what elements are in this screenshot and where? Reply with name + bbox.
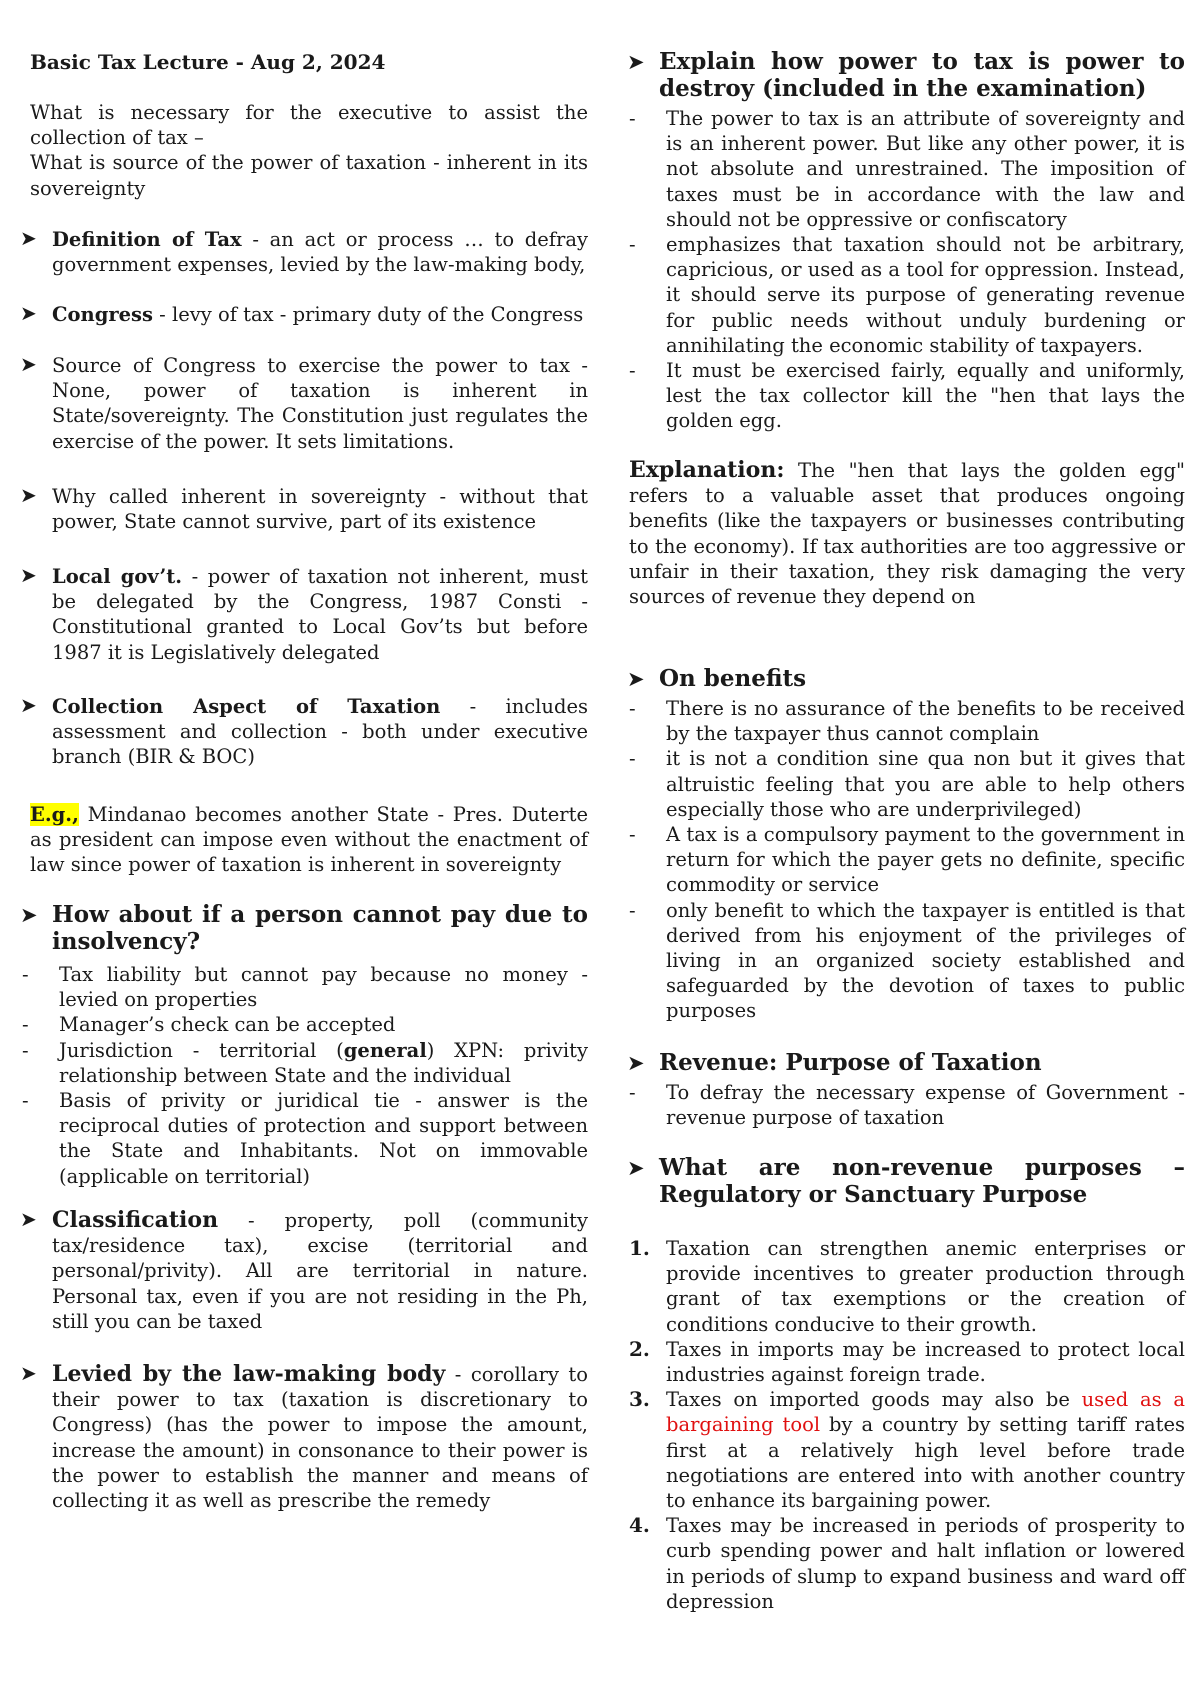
nonrevenue-title: What are non-revenue purposes – Regulatory or Sanctuary Purpose — [659, 1154, 1185, 1208]
explanation-text: The "hen that lays the golden egg" refers to a valuable asset that produces ongoing benefits (like the taxpayers or businesses contributing to the economy). If tax authorities are too aggressive or unfair in their taxation, they risk damaging the very sources of revenue they depend on — [629, 459, 1185, 609]
congress-text: - levy of tax - primary duty of the Congress — [152, 303, 584, 326]
bargaining-tool-highlight: used as a bargaining tool — [666, 1388, 1185, 1437]
intro-line-2: What is source of the power of taxation - inherent in its sovereignty — [30, 151, 588, 200]
source-item — [22, 353, 588, 454]
list-item: 3. Taxes on imported goods may also be used as a bargaining tool by a country by setting tariff rates first at a relatively high level before trade negotiations are entered into with another country to enhance its bargaining power. — [629, 1387, 1185, 1513]
congress-title: Congress — [52, 303, 153, 326]
local-govt-title: Local gov’t. — [52, 565, 183, 588]
destroy-heading — [629, 49, 1185, 102]
definition-item — [22, 227, 588, 277]
list-item: 4. Taxes may be increased in periods of prosperity to curb spending power and halt inflation or lowered in periods of slump to expand business and ward off depression — [629, 1513, 1185, 1613]
intro-line-1: What is necessary for the executive to assist the collection of tax – — [30, 101, 588, 150]
why-text: Why called inherent in sovereignty - without that power, State cannot survive, part of its existence — [52, 485, 588, 534]
arrow-bullet-icon: ➤ — [20, 903, 38, 927]
list-item: - It must be exercised fairly, equally and uniformly, lest the tax collector kill the "hen that lays the golden egg. — [629, 359, 1185, 433]
list-item: - Manager’s check can be accepted — [22, 1013, 396, 1037]
nonrevenue-heading — [629, 1155, 1185, 1208]
revenue-list — [629, 1080, 1185, 1130]
list-item: 2. Taxes in imports may be increased to protect local industries against foreign trade. — [629, 1336, 1185, 1387]
list-item: - it is not a condition sine qua non but it gives that altruistic feeling that you are able to help others especially those who are underprivileged) — [629, 747, 1185, 821]
arrow-bullet-icon: ➤ — [20, 301, 37, 325]
local-govt-text: - power of taxation not inherent, must be delegated by the Congress, 1987 Consti - Constitutional granted to Local Gov’ts but before 1987 it is Legislatively delegated — [52, 565, 588, 664]
list-item: - To defray the necessary expense of Government - revenue purpose of taxation — [629, 1081, 1185, 1130]
revenue-heading — [629, 1050, 1185, 1077]
arrow-bullet-icon: ➤ — [20, 693, 37, 717]
levied-title: Levied by the law-making body — [52, 1361, 446, 1387]
levied-text: - corollary to their power to tax (taxation is discretionary to Congress) (has the power to impose the amount, increase the amount) in consonance to their power is the power to establish the manner and means of collecting it as well as prescribe the remedy — [52, 1363, 589, 1513]
revenue-title: Revenue: Purpose of Taxation — [659, 1049, 1042, 1076]
list-item: - Basis of privity or juridical tie - answer is the reciprocal duties of protection and support between the State and Inhabitants. Not on immovable (applicable on territorial) — [22, 1089, 588, 1188]
list-item: - The power to tax is an attribute of sovereignty and is an inherent power. But like any other power, it is not absolute and unrestrained. The imposition of taxes must be in accordance with the law and should not be oppressive or confiscatory — [629, 107, 1185, 231]
lecture-title: Basic Tax Lecture - Aug 2, 2024 — [30, 50, 386, 74]
explanation-label: Explanation: — [629, 457, 785, 483]
arrow-bullet-icon: ➤ — [20, 226, 37, 250]
arrow-bullet-icon: ➤ — [20, 483, 37, 507]
arrow-bullet-icon: ➤ — [20, 1207, 37, 1231]
list-item: - Tax liability but cannot pay because no money - levied on properties — [22, 963, 588, 1012]
list-item: - only benefit to which the taxpayer is entitled is that derived from his enjoyment of the privileges of living in an organized society established and safeguarded by the devotion of taxes to public purposes — [629, 898, 1185, 1023]
benefits-heading — [629, 666, 1185, 693]
arrow-bullet-icon: ➤ — [627, 1156, 645, 1180]
arrow-bullet-icon: ➤ — [20, 352, 37, 376]
insolvency-list — [22, 962, 588, 1189]
definition-text: - an act or process … to defray government expenses, levied by the law-making body, — [52, 228, 588, 277]
collection-title: Collection Aspect of Taxation — [52, 695, 441, 718]
nonrevenue-list — [629, 1236, 1185, 1614]
benefits-list — [629, 696, 1185, 1024]
arrow-bullet-icon: ➤ — [20, 1361, 37, 1385]
levied-item — [22, 1362, 588, 1513]
source-text: Source of Congress to exercise the power to tax - None, power of taxation is inherent in State/sovereignty. The Constitution just regulates the exercise of the power. It sets limitations. — [52, 354, 588, 453]
example-label: E.g., — [30, 803, 79, 826]
explanation-paragraph — [629, 458, 1185, 609]
intro — [30, 100, 588, 201]
list-item: - There is no assurance of the benefits to be received by the taxpayer thus cannot complain — [629, 697, 1185, 746]
collection-item — [22, 694, 588, 770]
arrow-bullet-icon: ➤ — [627, 667, 645, 691]
arrow-bullet-icon: ➤ — [627, 50, 645, 74]
classification-title: Classification — [52, 1207, 219, 1233]
definition-title: Definition of Tax — [52, 228, 242, 251]
why-item — [22, 484, 588, 534]
collection-text: - includes assessment and collection - both under executive branch (BIR & BOC) — [52, 695, 588, 769]
example-text: Mindanao becomes another State - Pres. Duterte as president can impose even without the enactment of law since power of taxation is inherent in sovereignty — [30, 803, 588, 877]
example-paragraph — [30, 802, 588, 878]
arrow-bullet-icon: ➤ — [20, 563, 37, 587]
list-item: 1. Taxation can strengthen anemic enterprises or provide incentives to greater production through grant of tax exemptions or the creation of conditions conducive to their growth. — [629, 1236, 1185, 1336]
destroy-title: Explain how power to tax is power to destroy (included in the examination) — [659, 48, 1185, 102]
classification-text: - property, poll (community tax/residence tax), excise (territorial and personal/privity). All are territorial in nature. Personal tax, even if you are not residing in the Ph, still you can be taxed — [52, 1209, 588, 1333]
insolvency-heading — [22, 902, 588, 955]
list-item: - emphasizes that taxation should not be arbitrary, capricious, or used as a tool for oppression. Instead, it should serve its purpose of generating revenue for public needs without unduly burdening or annihilating the economic stability of taxpayers. — [629, 233, 1185, 357]
classification-item — [22, 1208, 588, 1334]
list-item: - A tax is a compulsory payment to the government in return for which the payer gets no definite, specific commodity or service — [629, 823, 1185, 897]
arrow-bullet-icon: ➤ — [627, 1051, 645, 1075]
list-item: - Jurisdiction - territorial (general) XPN: privity relationship between State and the individual — [22, 1038, 589, 1087]
congress-item — [22, 302, 588, 327]
destroy-list — [629, 106, 1185, 434]
benefits-title: On benefits — [659, 665, 807, 692]
local-govt-item — [22, 564, 588, 665]
insolvency-title: How about if a person cannot pay due to insolvency? — [52, 901, 588, 955]
